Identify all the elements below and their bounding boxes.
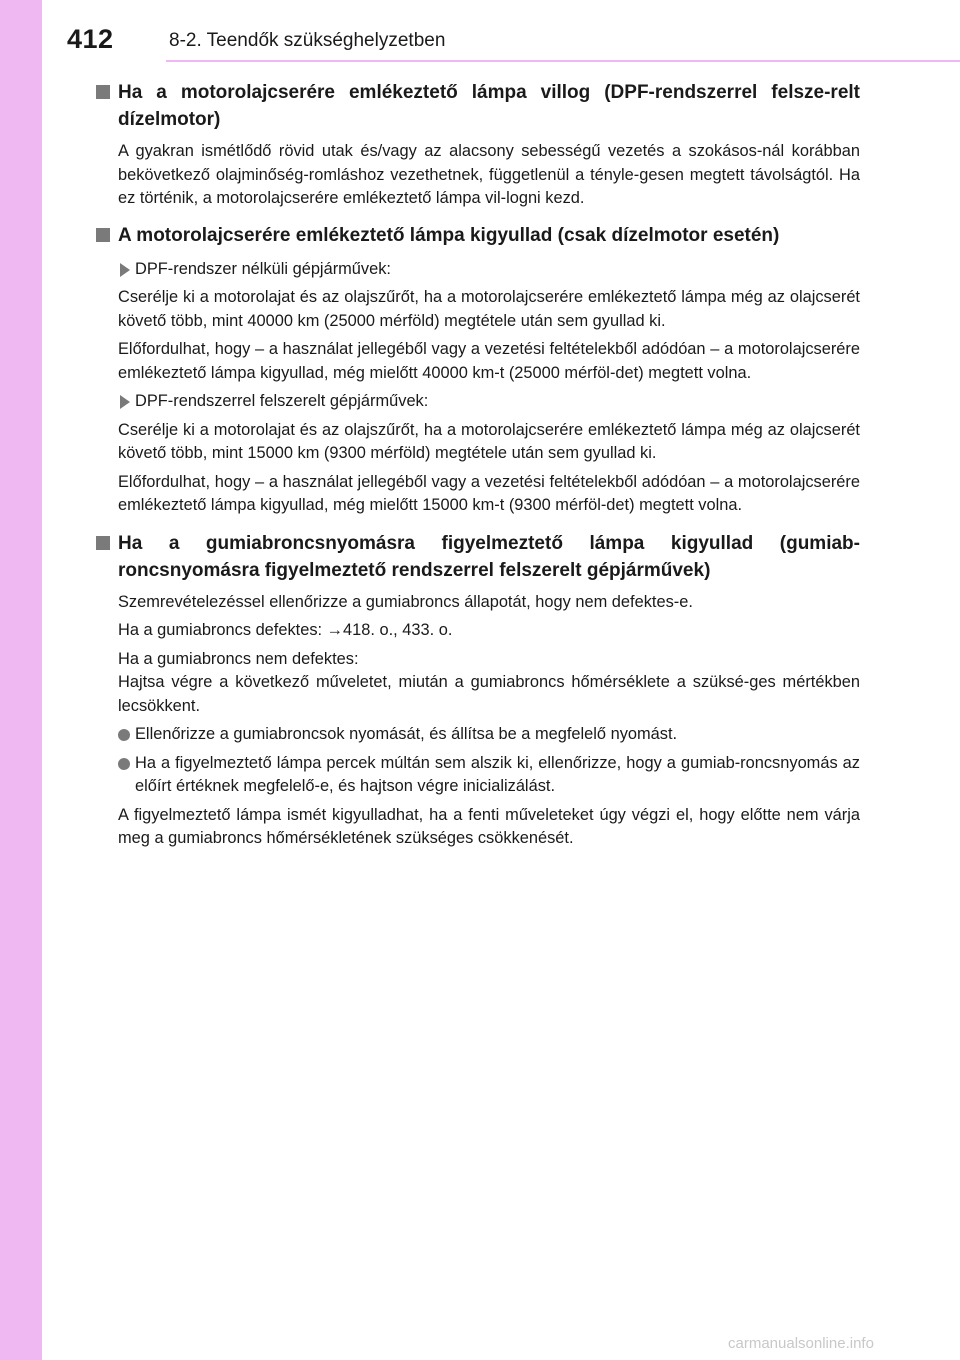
subheading-text: DPF-rendszer nélküli gépjárművek: (135, 259, 391, 278)
triangle-bullet-icon (120, 263, 130, 277)
list-item-text: Ha a figyelmeztető lámpa percek múltán sem alszik ki, ellenőrizze, hogy a gumiab-roncsnyomás az előírt értéknek megfelelő-e, és hajtson végre inicializálást. (135, 753, 860, 795)
paragraph-line: Ha a gumiabroncs nem defektes: (118, 649, 359, 668)
paragraph: Szemrevételezéssel ellenőrizze a gumiabroncs állapotát, hogy nem defektes-e. (118, 592, 693, 611)
heading-oil-change-lit (96, 222, 860, 249)
paragraph: Cserélje ki a motorolajat és az olajszűrőt, ha a motorolajcserére emlékeztető lámpa még az olajcserét követő több, mint 15000 km (9300 mérföld) megtétele után sem gyullad ki. (118, 420, 860, 462)
square-bullet-icon (96, 228, 110, 242)
list-item (118, 752, 860, 799)
paragraph: Ha a gumiabroncs defektes: →418. o., 433. o. (118, 621, 453, 639)
paragraph: Előfordulhat, hogy – a használat jellegéből vagy a vezetési feltételekből adódóan – a motorolajcserére emlékeztető lámpa kigyullad, még mielőtt 40000 km-t (25000 mérföl-det) megtett volna. (118, 340, 860, 382)
heading-text: A motorolajcserére emlékeztető lámpa kigyullad (csak dízelmotor esetén) (118, 224, 780, 246)
heading-oil-change-flashing (96, 79, 860, 133)
content (96, 79, 860, 851)
subheading-no-dpf (118, 258, 860, 282)
section-title: 8-2. Teendők szükséghelyzetben (169, 30, 446, 51)
heading-text: Ha a motorolajcserére emlékeztető lámpa villog (DPF-rendszerrel felsze-relt dízelmotor) (118, 82, 860, 130)
heading-tire-pressure (96, 530, 860, 584)
paragraph: A figyelmeztető lámpa ismét kigyulladhat, ha a fenti műveleteket úgy végzi el, hogy előtte nem várja meg a gumiabroncs hőmérsékletének szükséges csökkenését. (118, 805, 860, 847)
round-bullet-icon (118, 758, 130, 770)
paragraph-line: Hajtsa végre a következő műveletet, miután a gumiabroncs hőmérséklete a szüksé-ges mértékben lecsökkent. (118, 673, 860, 715)
subheading-text: DPF-rendszerrel felszerelt gépjárművek: (135, 392, 429, 410)
page-number: 412 (67, 24, 114, 54)
list-item (118, 723, 860, 747)
subheading-with-dpf (118, 390, 860, 414)
paragraph: A gyakran ismétlődő rövid utak és/vagy az alacsony sebességű vezetés a szokásos-nál korábban bekövetkező olajminőség-romláshoz vezethetnek, függetlenül a tényle-gesen megtett távolságtól. Ha ez történik, a motorolajcserére emlékeztető lámpa vil-logni kezd. (118, 142, 860, 207)
watermark: carmanualsonline.info (728, 1335, 874, 1352)
round-bullet-icon (118, 729, 130, 741)
header-rule (166, 60, 960, 62)
square-bullet-icon (96, 85, 110, 99)
paragraph (118, 648, 860, 719)
paragraph: Előfordulhat, hogy – a használat jellegéből vagy a vezetési feltételekből adódóan – a motorolajcserére emlékeztető lámpa kigyullad, még mielőtt 15000 km-t (9300 mérföl-det) megtett volna. (118, 472, 860, 514)
triangle-bullet-icon (120, 395, 130, 409)
paragraph: Cserélje ki a motorolajat és az olajszűrőt, ha a motorolajcserére emlékeztető lámpa még az olajcserét követő több, mint 40000 km (25000 mérföld) megtétele után sem gyullad ki. (118, 288, 860, 330)
page-header (0, 0, 960, 64)
square-bullet-icon (96, 536, 110, 550)
side-strip (0, 0, 42, 1360)
heading-text: Ha a gumiabroncsnyomásra figyelmeztető lámpa kigyullad (gumiab-roncsnyomásra figyelmeztető rendszerrel felszerelt gépjárművek) (118, 532, 860, 581)
list-item-text: Ellenőrizze a gumiabroncsok nyomását, és állítsa be a megfelelő nyomást. (135, 725, 678, 743)
